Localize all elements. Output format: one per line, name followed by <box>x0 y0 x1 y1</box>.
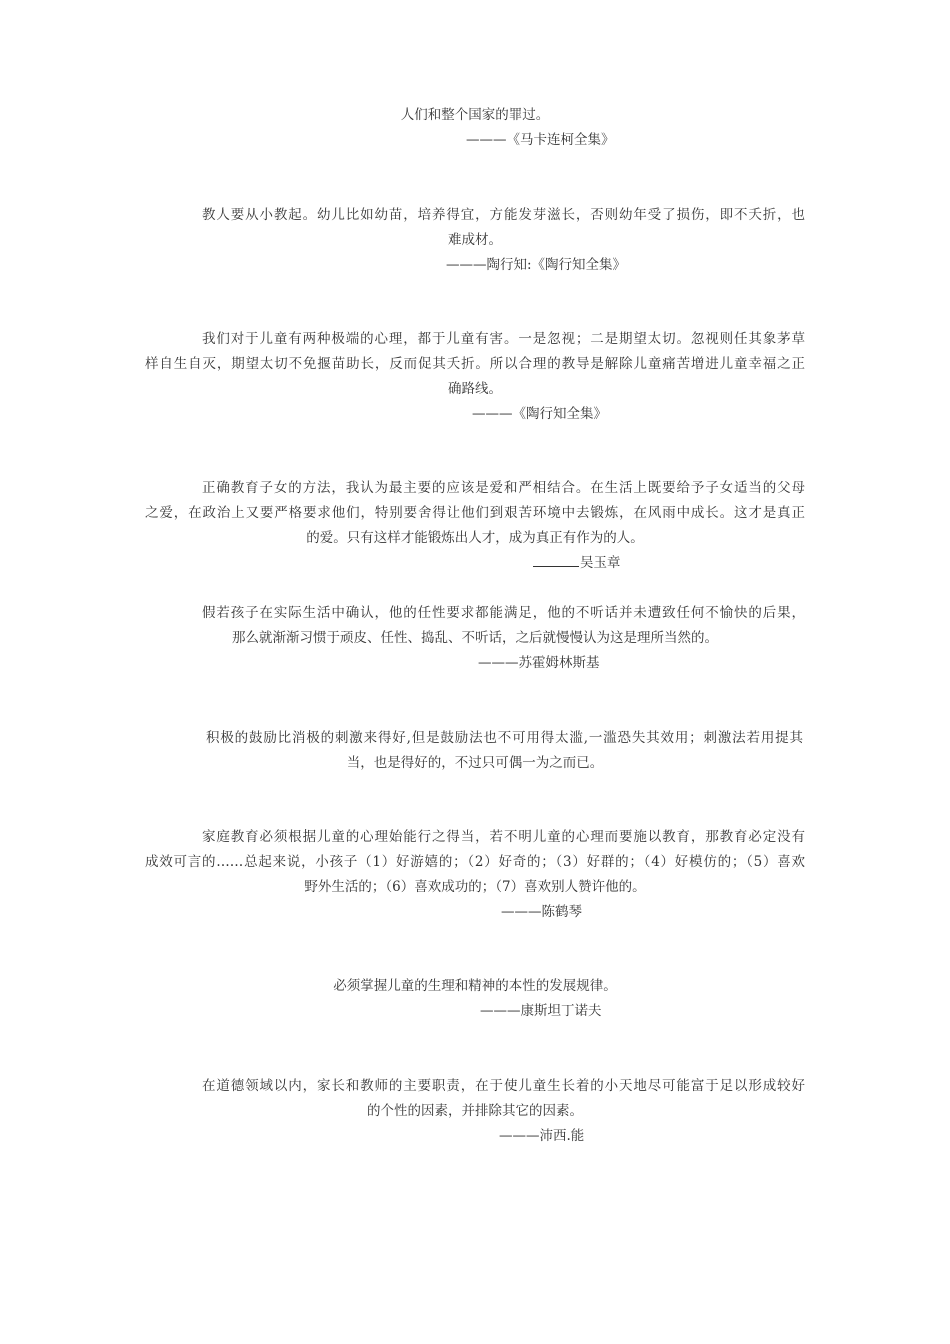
quote-2-line-1: 教人要从小教起。幼儿比如幼苗，培养得宜，方能发芽滋长，否则幼年受了损伤，即不夭折，也 <box>202 207 805 223</box>
quote-3-line-2: 样自生自灭，期望太切不免揠苗助长，反而促其夭折。所以合理的教导是解除儿童痛苦增进儿童幸福之正 <box>145 356 805 372</box>
quote-6-line-1: 积极的鼓励比消极的刺激来得好,但是鼓励法也不可用得太滥,一滥恐失其效用；刺激法若用提其 <box>206 730 803 746</box>
quote-9-line-2: 的个性的因素，并排除其它的因素。 <box>367 1103 583 1119</box>
quote-7-line-3: 野外生活的；（6）喜欢成功的；（7）喜欢别人赞许他的。 <box>304 879 646 895</box>
quote-7-line-1: 家庭教育必须根据儿童的心理始能行之得当，若不明儿童的心理而要施以教育，那教育必定没有 <box>202 829 805 845</box>
quote-3-line-1: 我们对于儿童有两种极端的心理，都于儿童有害。一是忽视；二是期望太切。忽视则任其象茅草 <box>202 331 805 347</box>
quote-8-line-1: 必须掌握儿童的生理和精神的本性的发展规律。 <box>333 978 617 994</box>
quote-1-attribution: ———《马卡连柯全集》 <box>466 132 615 148</box>
quote-3-attribution: ———《陶行知全集》 <box>472 406 607 422</box>
quote-9-attribution: ———沛西.能 <box>499 1128 585 1144</box>
quote-2-line-2: 难成材。 <box>448 232 502 248</box>
quote-5-line-2: 那么就渐渐习惯于顽皮、任性、捣乱、不听话，之后就慢慢认为这是理所当然的。 <box>232 630 718 646</box>
quote-8-attribution: ———康斯坦丁诺夫 <box>480 1003 602 1019</box>
quote-5-line-1: 假若孩子在实际生活中确认，他的任性要求都能满足，他的不听话并未遭致任何不愉快的后果， <box>202 605 805 621</box>
quote-4-attribution: 吴玉章 <box>580 555 621 571</box>
quote-2-attribution: ———陶行知:《陶行知全集》 <box>446 257 627 273</box>
quote-7-line-2: 成效可言的……总起来说，小孩子（1）好游嬉的；（2）好奇的；（3）好群的；（4）好模仿的；（5）喜欢 <box>145 854 805 870</box>
quote-1-line-1: 人们和整个国家的罪过。 <box>400 107 550 123</box>
quote-5-attribution: ———苏霍姆林斯基 <box>478 655 600 671</box>
quote-4-attribution-row <box>533 554 621 572</box>
quote-4-line-1: 正确教育子女的方法，我认为最主要的应该是爱和严相结合。在生活上既要给予子女适当的父母 <box>202 480 805 496</box>
quote-3-line-3: 确路线。 <box>448 381 502 397</box>
quote-9-line-1: 在道德领域以内，家长和教师的主要职责，在于使儿童生长着的小天地尽可能富于足以形成较好 <box>202 1078 805 1094</box>
quote-6-line-2: 当，也是得好的，不过只可偶一为之而已。 <box>346 755 604 771</box>
attribution-underline <box>533 554 579 567</box>
quote-7-attribution: ———陈鹤琴 <box>501 904 582 920</box>
quote-4-line-2: 之爱，在政治上又要严格要求他们，特别要舍得让他们到艰苦环境中去锻炼，在风雨中成长。这才是真正 <box>145 505 805 521</box>
quote-4-line-3: 的爱。只有这样才能锻炼出人才，成为真正有作为的人。 <box>306 530 644 546</box>
